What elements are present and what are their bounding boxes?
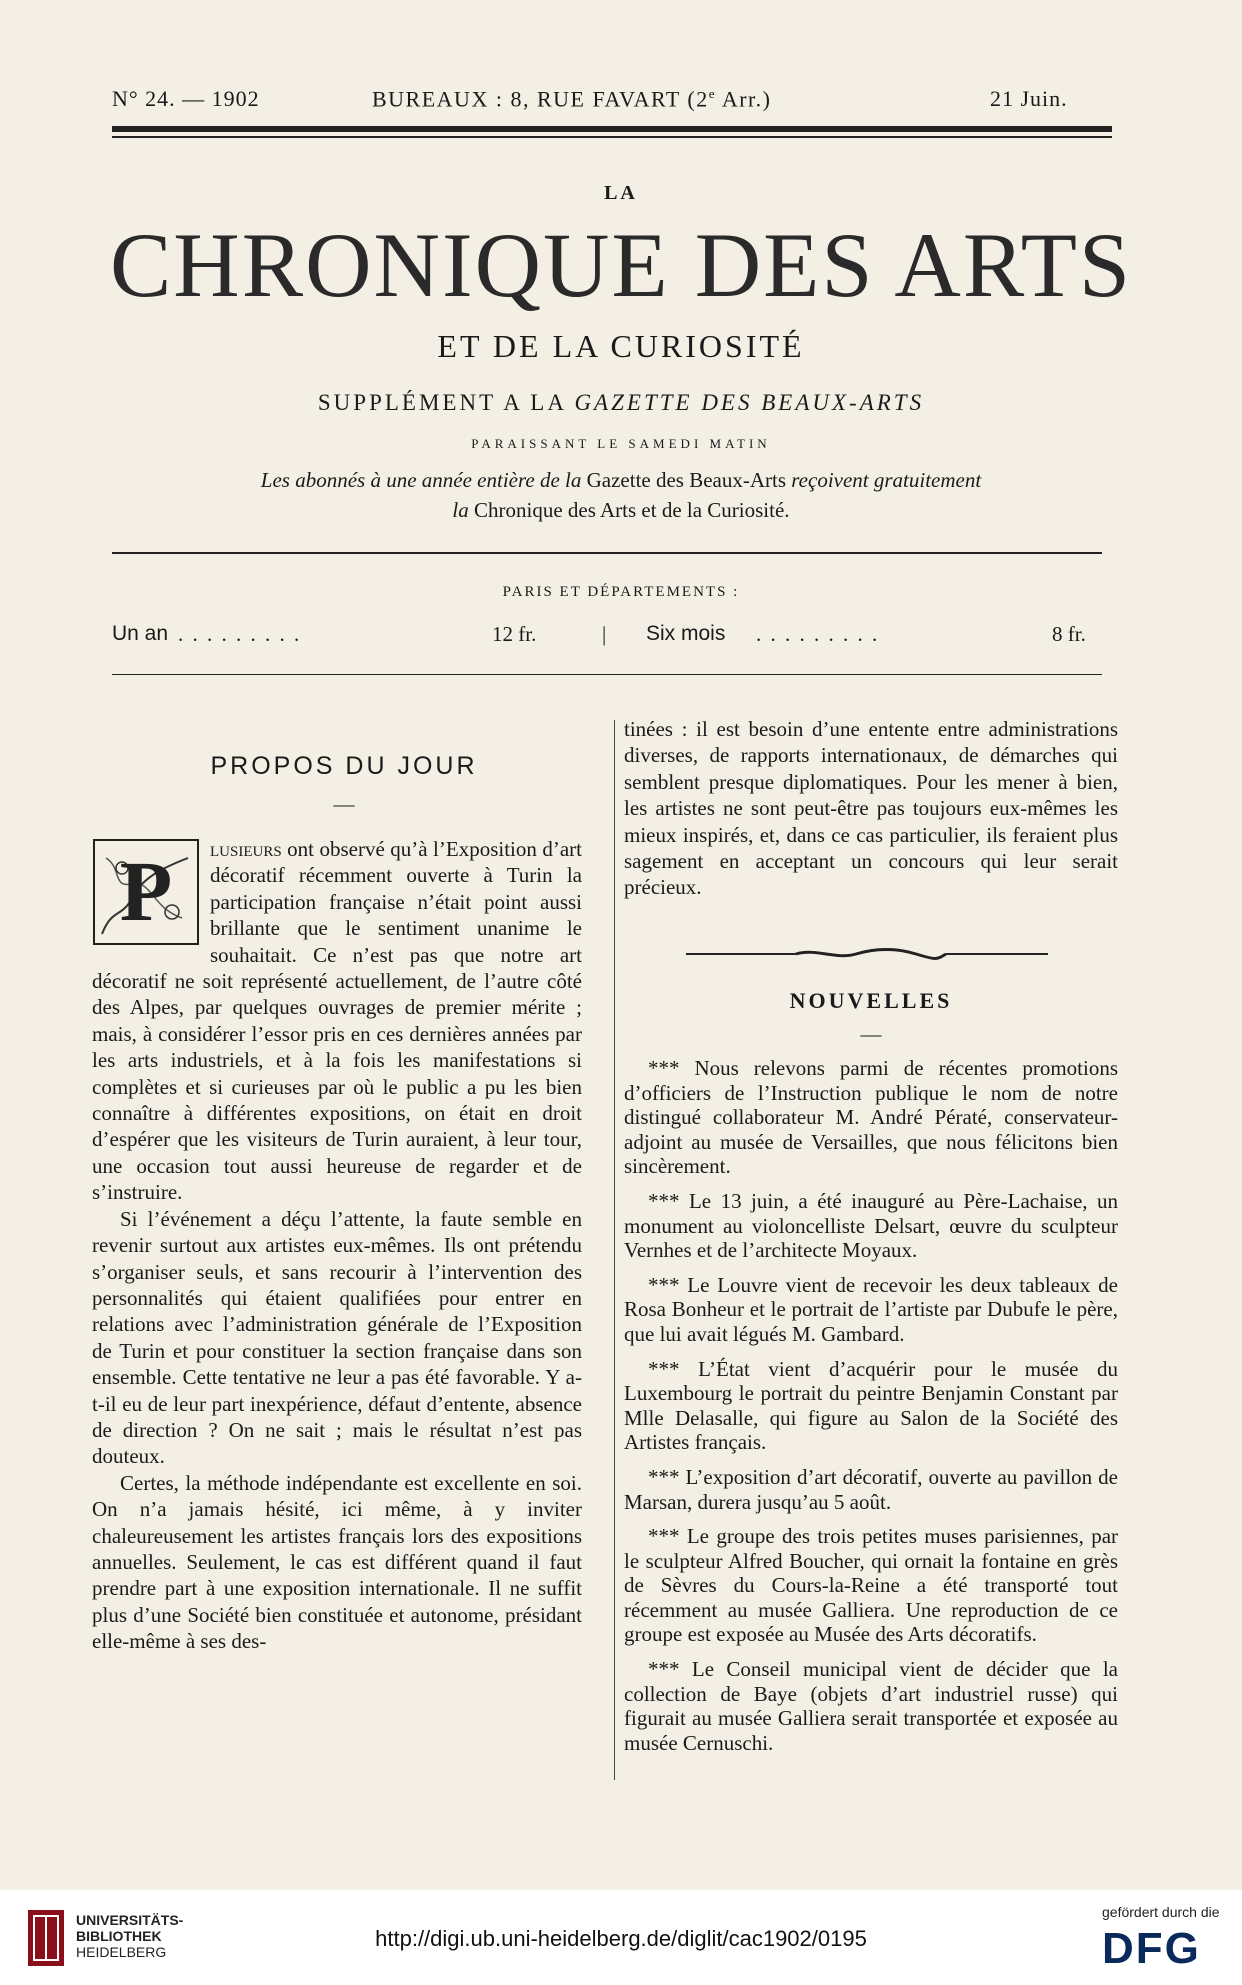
news-item-text: L’État vient d’acquérir pour le musée du Luxembourg le portrait du peintre Benjamin Constant par Mlle Delasalle, qui figure au Salon de la Société des Artistes français. xyxy=(624,1356,1118,1455)
news-item-text: L’exposition d’art décoratif, ouverte au pavillon de Marsan, durera jusqu’au 5 août. xyxy=(624,1464,1118,1514)
news-item xyxy=(624,1524,1118,1647)
abonnes-line-2 xyxy=(0,498,1242,523)
news-item-text: Le Louvre vient de recevoir les deux tableaux de Rosa Bonheur et le portrait de l’artiste par Dubufe le père, que lui avait légués M. Gambard. xyxy=(624,1272,1119,1346)
masthead-subtitle: ET DE LA CURIOSITÉ xyxy=(437,328,805,364)
asterism-icon: *** xyxy=(648,1272,680,1297)
abonnes-line2-italic: la xyxy=(452,498,475,522)
news-item xyxy=(624,1465,1118,1514)
digitization-footer xyxy=(0,1890,1242,1985)
funded-by-label: gefördert durch die xyxy=(1102,1904,1220,1920)
asterism-icon: *** xyxy=(648,1188,680,1213)
nouvelles-dash: — xyxy=(860,1022,882,1046)
supplement-prefix: SUPPLÉMENT A LA xyxy=(317,390,575,415)
news-item-text: Le groupe des trois petites muses parisiennes, par le sculpteur Alfred Boucher, qui ornait la fontaine en grès de Sèvres du Cours-la-Reine a été transporté tout récemment au musée Galliera. Une reproduction de ce groupe est exposée au Musée des Arts décoratifs. xyxy=(624,1524,1119,1647)
propos-body xyxy=(92,836,582,1655)
propos-paragraph-2: Si l’événement a déçu l’attente, la faute semble en revenir surtout aux artistes eux-mêmes. Ils ont prétendu s’organiser seuls, et sans recourir à l’intervention des personnalités qui étaient qualifiées pour entrer en relations avec l’administration générale de l’Exposition de Turin et pour constituer la section française dans son ensemble. Cette tentative ne leur a pas été favorable. Y a-t-il eu de leur part inexpérience, défaut d’entente, absence de direction ? On ne sait ; mais le résultat n’est pas douteux. xyxy=(92,1206,582,1469)
news-item xyxy=(624,1273,1118,1347)
nouvelles-list xyxy=(624,1056,1118,1765)
supplement-line xyxy=(0,390,1242,416)
subscription-rule xyxy=(112,674,1102,675)
bureaux-suffix: Arr.) xyxy=(716,86,772,112)
header-rule-thin xyxy=(112,136,1112,138)
masthead-title: CHRONIQUE DES ARTS xyxy=(109,214,1133,316)
six-mois-label: Six mois xyxy=(646,622,726,645)
abonnes-italic-b: reçoivent gratuitement xyxy=(786,468,982,492)
header-rule-thick xyxy=(112,126,1112,132)
supplement-gazette: GAZETTE DES BEAUX-ARTS xyxy=(574,390,925,415)
un-an-dots: . . . . . . . . . xyxy=(178,622,302,646)
news-item-text: Nous relevons parmi de récentes promotions d’officiers de l’Instruction publique le nom de notre distingué collaborateur M. André Pératé, conservateur-adjoint au musée de Versailles, que nous félicitons bien sincèrement. xyxy=(624,1056,1118,1179)
library-line-1: UNIVERSITÄTS- xyxy=(76,1912,184,1928)
bureaux-superscript: e xyxy=(708,86,717,101)
un-an-label: Un an xyxy=(112,622,169,645)
news-item-text: Le Conseil municipal vient de décider que la collection de Baye (objets d’art industriel russe) qui figurait au musée Galliera serait transportée et exposée au musée Cernuschi. xyxy=(624,1657,1118,1755)
six-mois-dots: . . . . . . . . . xyxy=(756,622,880,646)
bureaux-prefix: BUREAUX : 8, RUE FAVART (2 xyxy=(372,86,709,112)
subscription-separator: | xyxy=(602,622,607,646)
asterism-icon: *** xyxy=(648,1356,680,1381)
propos-continuation xyxy=(624,716,1118,901)
dfg-logo: DFG xyxy=(1102,1924,1201,1973)
propos-paragraph-1-text: ont observé qu’à l’Exposition d’art décoratif récemment ouverte à Turin la participation française n’était point aussi brillante que le sentiment unanime le souhaitait. Ce n’est pas que notre art décoratif ne soit représenté actuellement, de l’autre côté des Alpes, par quelques ouvrages de premier mérite ; mais, à considérer l’essor pris en ces dernières années par les arts industriels, et à la fois les manifestations si complètes et si curieuses par où le public a pu les bien connaître à différentes expositions, on était en droit d’espérer que les visiteurs de Turin auraient, à leur tour, une occasion tout aussi heureuse de regarder et de s’instruire. xyxy=(92,837,582,1205)
propos-paragraph-4: tinées : il est besoin d’une entente entre administrations diverses, de rapports internationaux, de démarches qui semblent presque diplomatiques. Pour les mener à bien, les artistes ne sont peut-être pas toujours eux-mêmes les mieux inspirés, et, dans ce cas particulier, ils feraient plus sagement en acceptant un concours qui leur serait précieux. xyxy=(624,717,1118,900)
six-mois-price: 8 fr. xyxy=(1052,622,1086,646)
subscription-heading: PARIS ET DÉPARTEMENTS : xyxy=(502,584,740,600)
dropcap-letter: P xyxy=(119,843,173,939)
library-line-3: HEIDELBERG xyxy=(76,1944,167,1960)
abonnes-line-1 xyxy=(0,468,1242,493)
abonnes-line2-roman: Chronique des Arts et de la Curiosité. xyxy=(474,498,790,522)
propos-paragraph-3: Certes, la méthode indépendante est excellente en soi. On n’a jamais hésité, ici même, à y inviter chaleureusement les artistes français lors des expositions annuelles. Seulement, le cas est différent quand il faut prendre part à une exposition internationale. Il ne suffit plus d’une Société bien constituée et autonome, présidant elle-même à ses des- xyxy=(92,1470,582,1654)
abonnes-roman: Gazette des Beaux-Arts xyxy=(586,468,787,492)
asterism-icon: *** xyxy=(648,1657,680,1682)
column-divider xyxy=(614,720,615,1780)
news-item xyxy=(624,1056,1118,1179)
asterism-icon: *** xyxy=(648,1524,680,1549)
propos-lead-word: lusieurs xyxy=(210,837,282,861)
masthead-la: LA xyxy=(604,182,638,204)
issue-number: N° 24. — 1902 xyxy=(112,86,260,111)
un-an-price: 12 fr. xyxy=(492,622,537,646)
bureaux-address xyxy=(372,86,772,112)
dropcap-p-icon xyxy=(92,838,200,946)
news-item xyxy=(624,1357,1118,1455)
issue-date: 21 Juin. xyxy=(990,86,1068,111)
asterism-icon: *** xyxy=(648,1464,680,1489)
nouvelles-heading: NOUVELLES xyxy=(789,988,953,1013)
news-item-text: Le 13 juin, a été inauguré au Père-Lachaise, un monument au violoncelliste Delsart, œuvre du sculpteur Vernhes et de l’architecte Moyaux. xyxy=(624,1188,1118,1263)
source-url-link[interactable]: http://digi.ub.uni-heidelberg.de/diglit/cac1902/0195 xyxy=(375,1926,867,1951)
abonnes-italic-a: Les abonnés à une année entière de la xyxy=(260,468,587,492)
dropcap-ornament xyxy=(92,838,200,946)
masthead-rule xyxy=(112,552,1102,554)
news-item xyxy=(624,1657,1118,1755)
ornamental-divider-icon xyxy=(686,946,1048,962)
propos-dash: — xyxy=(333,792,355,816)
library-line-2: BIBLIOTHEK xyxy=(76,1928,162,1944)
paraissant-line: PARAISSANT LE SAMEDI MATIN xyxy=(471,436,771,451)
asterism-icon: *** xyxy=(648,1056,680,1080)
news-item xyxy=(624,1189,1118,1263)
propos-heading: PROPOS DU JOUR xyxy=(210,752,478,780)
